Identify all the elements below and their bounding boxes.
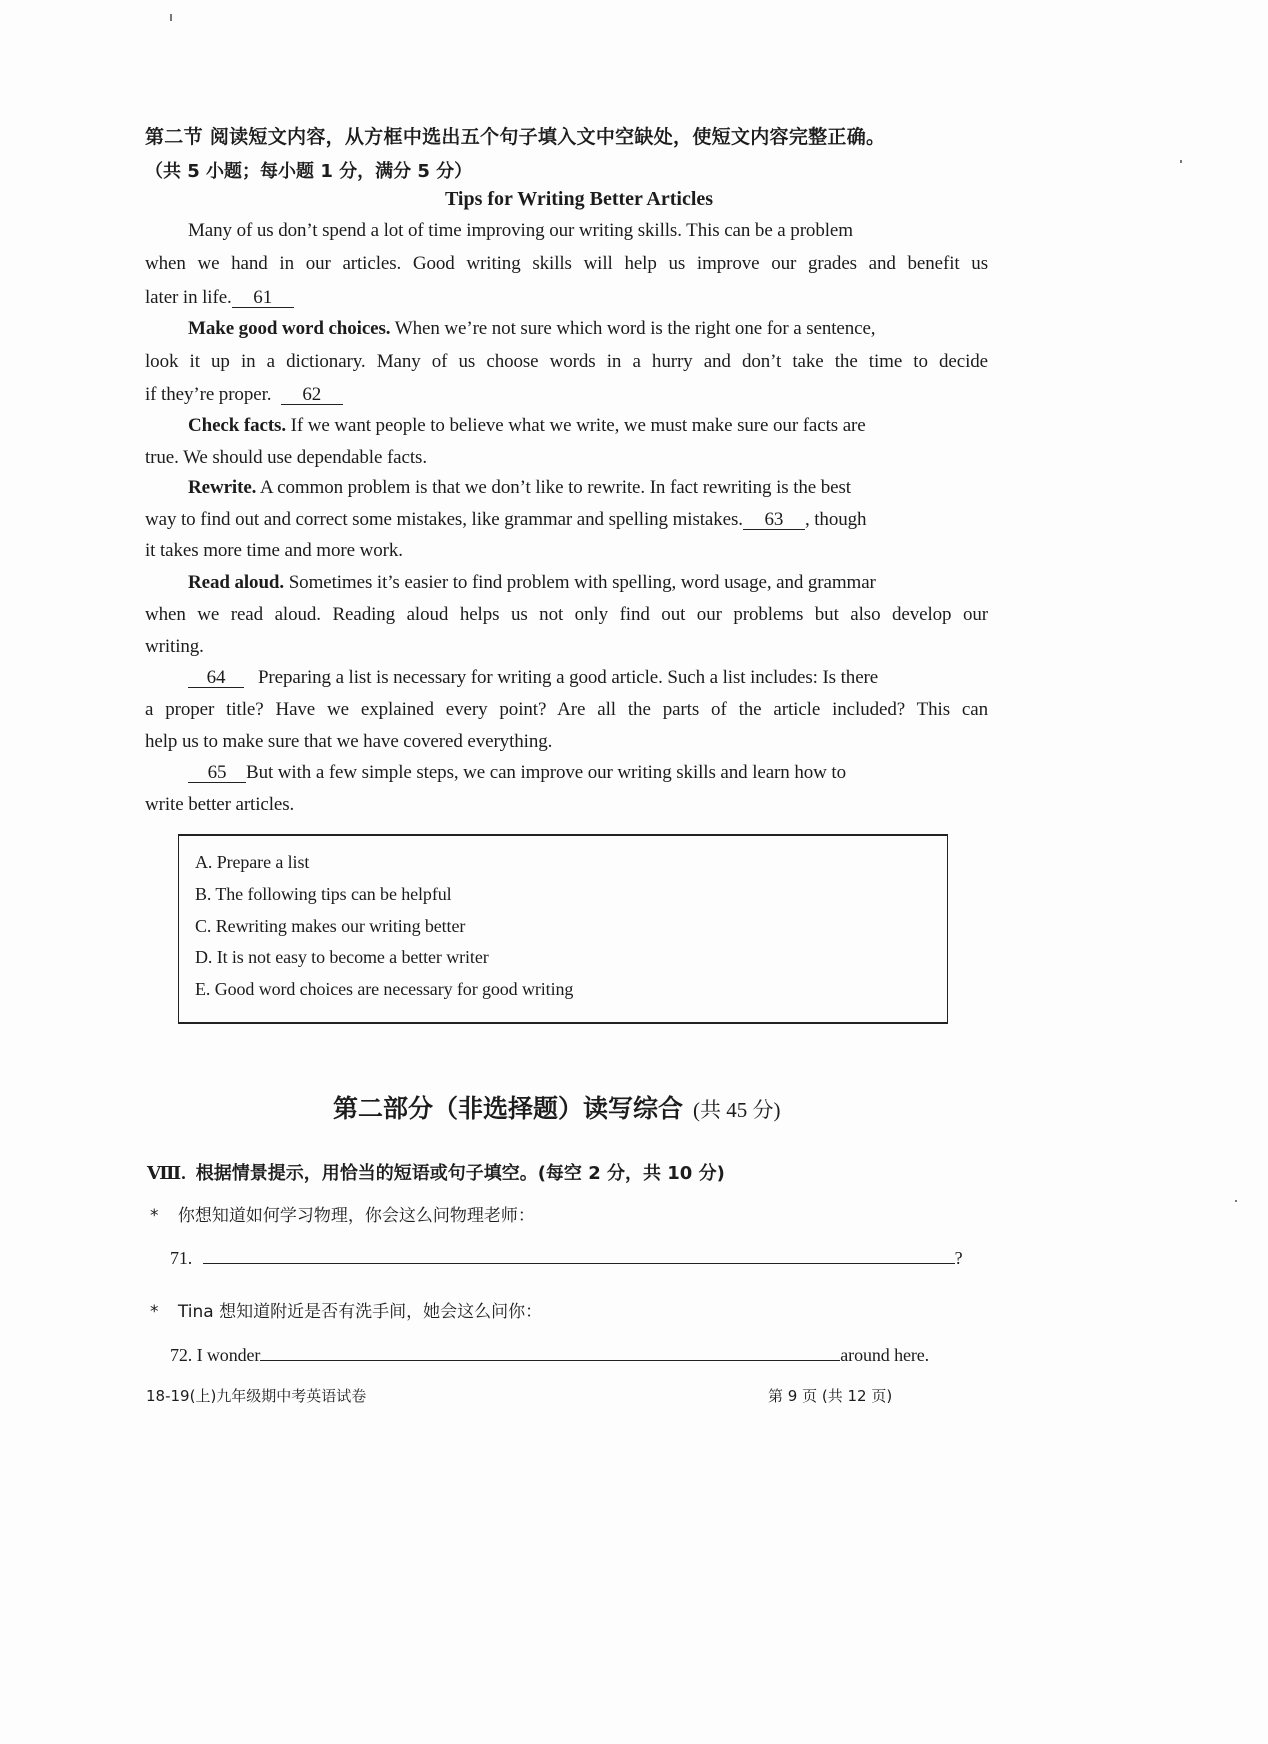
section-instruction: 第二节 阅读短文内容，从方框中选出五个句子填入文中空缺处，使短文内容完整正确。 — [145, 126, 886, 148]
paragraph-text: if they’re proper. — [145, 384, 272, 405]
option-c: C. Rewriting makes our writing better — [195, 916, 466, 936]
paragraph-intro: Many of us don’t spend a lot of time improving our writing skills. This can be a problem — [188, 220, 853, 241]
section8-heading — [147, 1159, 725, 1185]
paragraph-line — [145, 384, 343, 406]
tip-heading: Read aloud. — [188, 572, 285, 593]
prompt-text: Tina 想知道附近是否有洗手间，她会这么问你： — [177, 1302, 543, 1322]
part2-title: 第二部分（非选择题）读写综合 — [333, 1094, 684, 1123]
paragraph-line: when we read aloud. Reading aloud helps us not only find out our problems but also develop our — [145, 604, 988, 625]
blank-61[interactable]: 61 — [232, 289, 294, 308]
paragraph-text: If we want people to believe what we write, we must make sure our facts are — [286, 415, 866, 436]
question-71 — [170, 1247, 963, 1269]
paragraph-text: way to find out and correct some mistakes, like grammar and spelling mistakes. — [145, 509, 743, 530]
blank-63[interactable]: 63 — [743, 511, 805, 530]
paragraph-check-facts — [188, 415, 866, 437]
footer-left: 18-19(上)九年级期中考英语试卷 — [146, 1387, 367, 1405]
paragraph-text: When we’re not sure which word is the right one for a sentence, — [390, 318, 876, 339]
part2-heading — [333, 1089, 781, 1125]
bullet: * — [150, 1302, 159, 1322]
article-title: Tips for Writing Better Articles — [444, 188, 714, 210]
option-b: B. The following tips can be helpful — [195, 884, 452, 904]
paragraph-line: a proper title? Have we explained every point? Are all the parts of the article included? This can — [145, 699, 988, 720]
section-scoring: （共 5 小题；每小题 1 分，满分 5 分） — [145, 161, 473, 182]
prompt-text: 你想知道如何学习物理，你会这么问物理老师： — [177, 1206, 535, 1226]
paragraph-prepare — [188, 667, 878, 689]
paragraph-line: write better articles. — [145, 794, 295, 815]
question-start: I wonder — [196, 1345, 261, 1365]
paragraph-text: Preparing a list is necessary for writing a good article. Such a list includes: Is there — [257, 667, 879, 688]
paragraph-line: true. We should use dependable facts. — [145, 447, 427, 468]
tip-heading: Rewrite. — [188, 477, 257, 498]
paragraph-text: , though — [804, 509, 867, 530]
paragraph-line: help us to make sure that we have covered everything. — [145, 731, 553, 752]
part2-score: (共 45 分) — [693, 1098, 781, 1122]
question-end: ? — [954, 1248, 963, 1268]
tip-heading: Make good word choices. — [188, 318, 391, 339]
question-number: 72. — [170, 1345, 193, 1365]
option-a: A. Prepare a list — [195, 852, 310, 872]
blank-65[interactable]: 65 — [188, 764, 246, 783]
blank-64[interactable]: 64 — [188, 669, 244, 688]
paragraph-conclusion — [188, 762, 846, 784]
answer-field-71[interactable] — [203, 1247, 955, 1264]
tip-heading: Check facts. — [188, 415, 287, 436]
scan-speck — [1235, 1200, 1237, 1202]
paragraph-intro-line: when we hand in our articles. Good writing skills will help us improve our grades and benefit us — [145, 253, 988, 274]
paragraph-intro-line — [145, 287, 294, 309]
paragraph-text: But with a few simple steps, we can improve our writing skills and learn how to — [246, 762, 846, 783]
paragraph-text: later in life. — [145, 287, 232, 308]
paragraph-line: writing. — [145, 636, 204, 657]
options-box — [178, 834, 948, 1024]
paragraph-line: it takes more time and more work. — [145, 540, 403, 561]
paragraph-text: A common problem is that we don’t like to rewrite. In fact rewriting is the best — [256, 477, 851, 498]
paragraph-line — [145, 509, 866, 531]
paragraph-read-aloud — [188, 572, 876, 594]
section8-instruction: 根据情景提示，用恰当的短语或句子填空。(每空 2 分，共 10 分) — [195, 1163, 725, 1184]
option-d: D. It is not easy to become a better writer — [195, 947, 489, 967]
option-e: E. Good word choices are necessary for good writing — [195, 979, 574, 999]
paragraph-line: look it up in a dictionary. Many of us choose words in a hurry and don’t take the time to decide — [145, 351, 988, 372]
question-72 — [170, 1344, 929, 1366]
footer-page: 第 9 页 (共 12 页) — [768, 1387, 893, 1405]
paragraph-rewrite — [188, 477, 851, 499]
prompt-72 — [150, 1297, 542, 1322]
scan-speck — [1180, 160, 1182, 163]
paragraph-word-choices — [188, 318, 875, 340]
question-end: around here. — [840, 1345, 930, 1365]
section-numeral: Ⅷ. — [147, 1163, 186, 1183]
paragraph-text: Sometimes it’s easier to find problem with spelling, word usage, and grammar — [284, 572, 876, 593]
blank-62[interactable]: 62 — [281, 386, 343, 405]
question-number: 71. — [170, 1248, 193, 1268]
bullet: * — [150, 1206, 159, 1226]
scan-speck — [170, 14, 172, 21]
prompt-71 — [150, 1201, 535, 1226]
answer-field-72[interactable] — [260, 1344, 840, 1361]
